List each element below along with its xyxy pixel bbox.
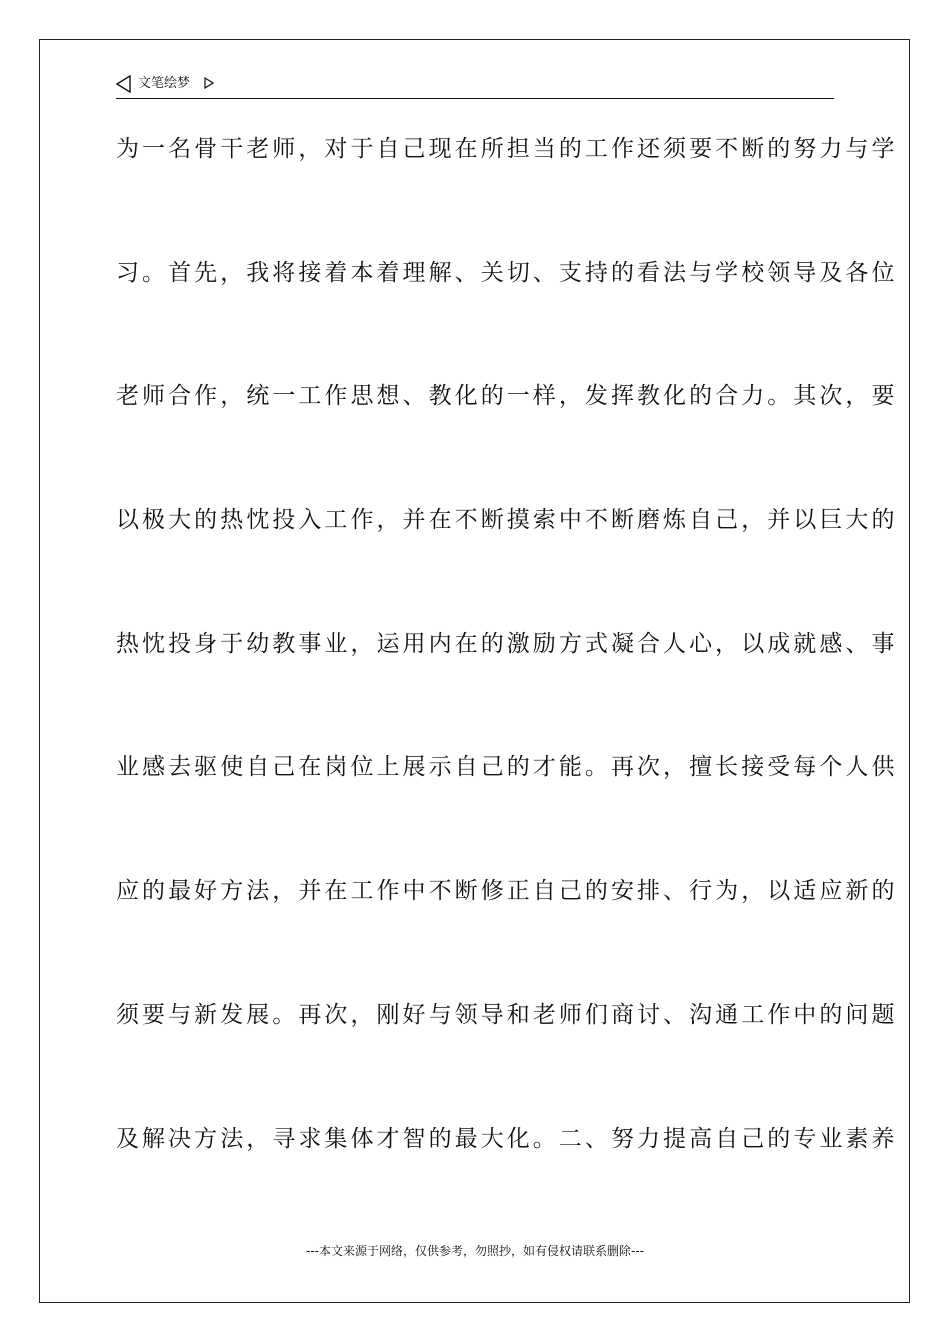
body-line: 为一名骨干老师，对于自己现在所担当的工作还须要不断的努力与学	[116, 136, 898, 162]
document-body	[116, 126, 898, 1239]
body-line: 及解决方法，寻求集体才智的最大化。二、努力提高自己的专业素养	[116, 1125, 898, 1152]
back-triangle-icon	[116, 75, 132, 93]
body-line: 以极大的热忱投入工作，并在不断摸索中不断磨炼自己，并以巨大的	[116, 507, 898, 534]
header-title: 文笔绘梦	[138, 76, 191, 91]
body-line: 应的最好方法，并在工作中不断修正自己的安排、行为，以适应新的	[116, 878, 898, 905]
body-line: 热忱投身于幼教事业，运用内在的激励方式凝合人心，以成就感、事	[116, 630, 898, 657]
body-line: 习。首先，我将接着本着理解、关切、支持的看法与学校领导及各位	[116, 259, 898, 286]
forward-triangle-icon	[204, 77, 214, 89]
body-line: 须要与新发展。再次，刚好与领导和老师们商讨、沟通工作中的问题	[116, 1001, 898, 1028]
page-header	[116, 74, 834, 99]
body-line: 老师合作，统一工作思想、教化的一样，发挥教化的合力。其次，要	[116, 383, 898, 410]
footer-disclaimer: ---本文来源于网络，仅供参考，勿照抄，如有侵权请联系删除---	[306, 1244, 644, 1258]
body-line: 业感去驱使自己在岗位上展示自己的才能。再次，擅长接受每个人供	[116, 754, 898, 781]
